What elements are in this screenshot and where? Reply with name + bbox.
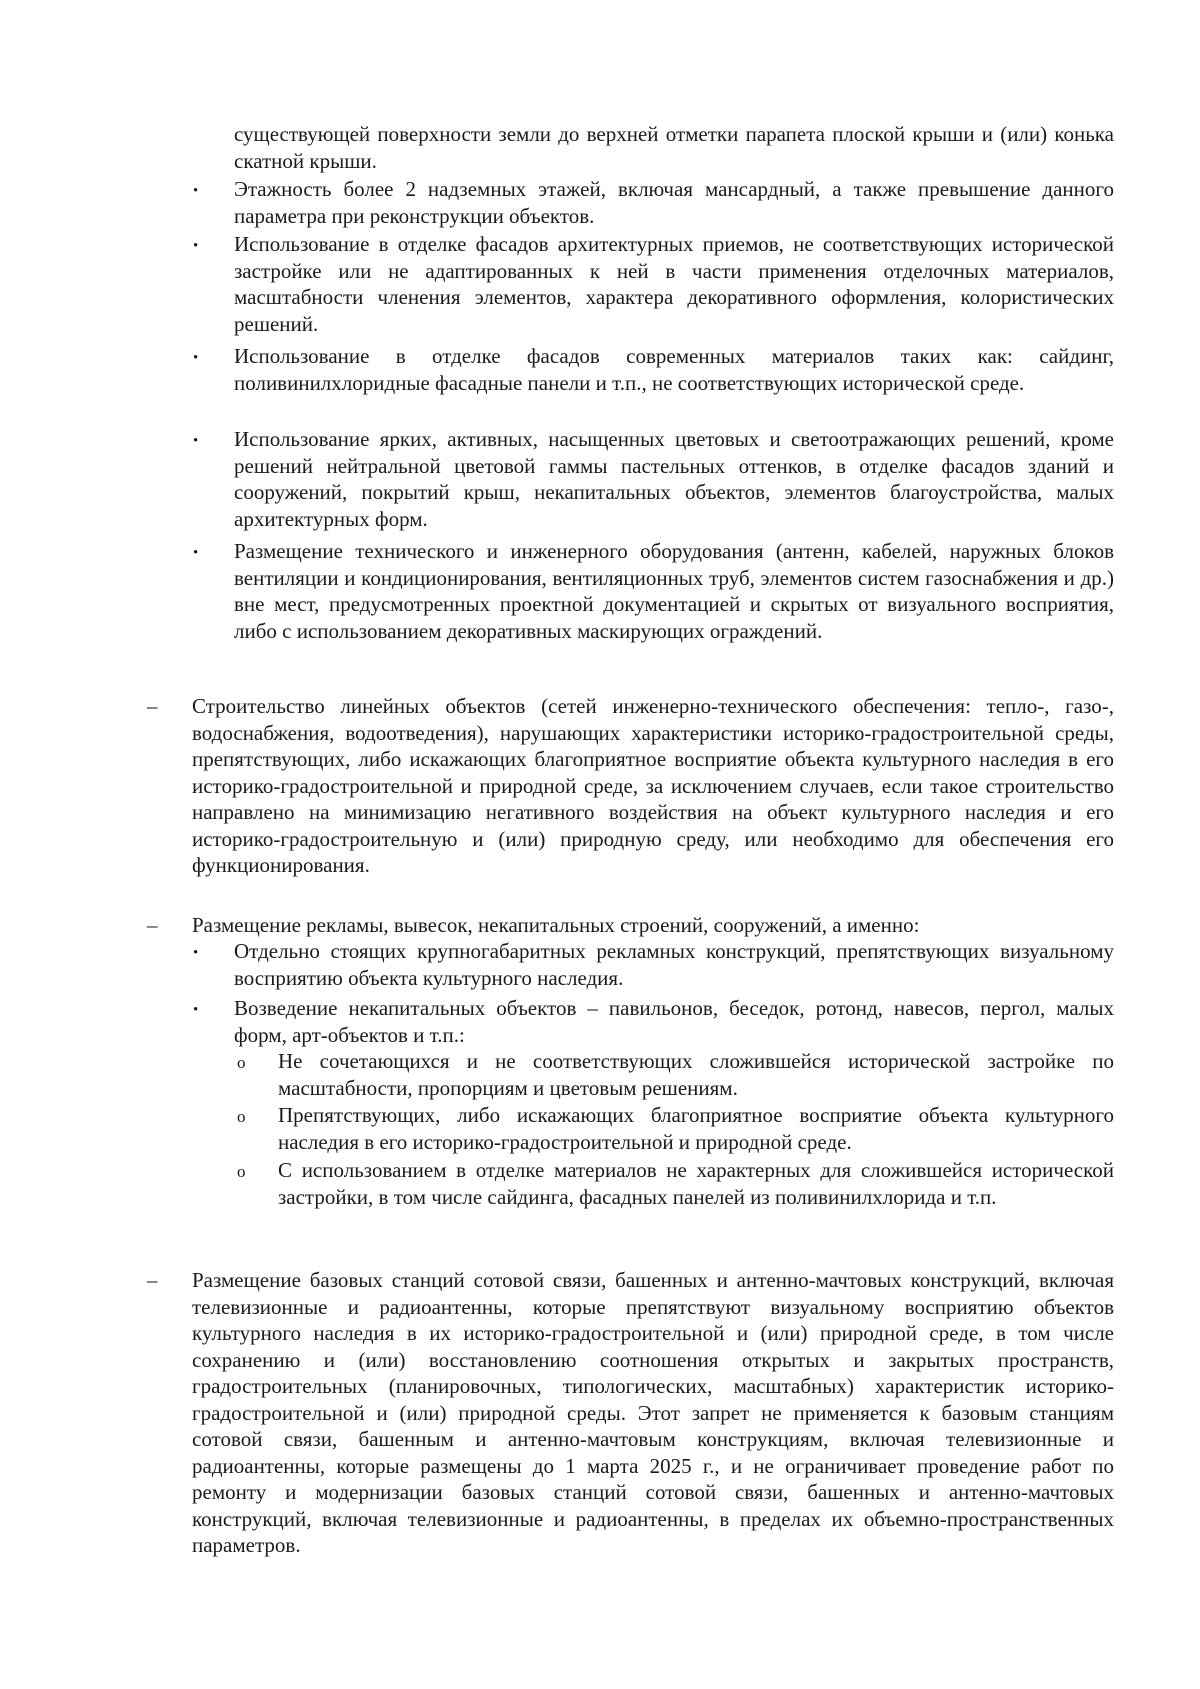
circle-marker: o [237, 1162, 246, 1181]
sub-item: С использованием в отделке материалов не характерных для сложившейся исторической застройки, в том числе сайдинга, фасадных панелей из поливинилхлорида и т.п. [278, 1158, 1114, 1209]
bullet-item: Возведение некапитальных объектов – павильонов, беседок, ротонд, навесов, пергол, малых форм, арт-объектов и т.п.: [234, 996, 1114, 1047]
bullet-item: Отдельно стоящих крупногабаритных рекламных конструкций, препятствующих визуальному восприятию объекта культурного наследия. [234, 939, 1114, 990]
bullet-marker: • [193, 945, 199, 961]
bullet-item: Размещение технического и инженерного оборудования (антенн, кабелей, наружных блоков вентиляции и кондиционирования, вентиляционных труб, элементов систем газоснабжения и др.) вне мест, предусмотренных проектной документацией и скрытых от визуального восприятия, либо с использованием декоративных маскирующих ограждений. [234, 539, 1114, 643]
bullet-item: Использование ярких, активных, насыщенных цветовых и светоотражающих решений, кроме решений нейтральной цветовой гаммы пастельных оттенков, в отделке фасадов зданий и сооружений, покрытий крыш, некапитальных объектов, элементов благоустройства, малых архитектурных форм. [234, 427, 1114, 531]
bullet-item: Использование в отделке фасадов современных материалов таких как: сайдинг, поливинилхлоридные фасадные панели и т.п., не соответствующих исторической среде. [234, 344, 1114, 395]
sub-item: Препятствующих, либо искажающих благоприятное восприятие объекта культурного наследия в его историко-градостроительной и природной среде. [278, 1103, 1114, 1154]
bullet-marker: • [193, 1002, 199, 1018]
dash-marker: – [147, 1268, 158, 1292]
sub-item: Не сочетающихся и не соответствующих сложившейся исторической застройке по масштабности, пропорциям и цветовым решениям. [278, 1049, 1114, 1100]
dash-marker: – [147, 694, 158, 718]
continuation-paragraph: существующей поверхности земли до верхней отметки парапета плоской крыши и (или) конька скатной крыши. [234, 122, 1114, 173]
bullet-marker: • [193, 433, 199, 449]
bullet-item: Использование в отделке фасадов архитектурных приемов, не соответствующих исторической застройке или не адаптированных к ней в части применения отделочных материалов, масштабности членения элементов, характера декоративного оформления, колористических решений. [234, 232, 1114, 336]
dash-item-cell-towers: Размещение базовых станций сотовой связи, башенных и антенно-мачтовых конструкций, включая телевизионные и радиоантенны, которые препятствуют визуальному восприятию объектов культурного наследия в их историко-градостроительной и (или) природной среде, в том числе сохранению и (или) восстановлению соотношения открытых и закрытых пространств, градостроительных (планировочных, типологических, масштабных) характеристик историко-градостроительной и (или) природной среды. Этот запрет не применяется к базовым станциям сотовой связи, башенным и антенно-мачтовым конструкциям, включая телевизионные и радиоантенны, которые размещены до 1 марта 2025 г., и не ограничивает проведение работ по ремонту и модернизации базовых станций сотовой связи, башенных и антенно-мачтовых конструкций, включая телевизионные и радиоантенны, в пределах их объемно-пространственных параметров. [192, 1268, 1114, 1557]
bullet-marker: • [193, 350, 199, 366]
circle-marker: o [237, 1053, 246, 1072]
bullet-item: Этажность более 2 надземных этажей, включая мансардный, а также превышение данного параметра при реконструкции объектов. [234, 177, 1114, 228]
dash-marker: – [147, 913, 158, 937]
bullet-marker: • [193, 545, 199, 561]
circle-marker: o [237, 1107, 246, 1126]
bullet-marker: • [193, 238, 199, 254]
bullet-marker: • [193, 183, 199, 199]
dash-item-linear-objects: Строительство линейных объектов (сетей инженерно-технического обеспечения: тепло-, газо-, водоснабжения, водоотведения), нарушающих характеристики историко-градостроительной среды, препятствующих, либо искажающих благоприятное восприятие объекта культурного наследия в его историко-градостроительной и природной среде, за исключением случаев, если такое строительство направлено на минимизацию негативного воздействия на объект культурного наследия и его историко-градостроительную и (или) природную среду, или необходимо для обеспечения его функционирования. [192, 694, 1114, 877]
dash-item-advertising: Размещение рекламы, вывесок, некапитальных строений, сооружений, а именно: [192, 913, 920, 937]
